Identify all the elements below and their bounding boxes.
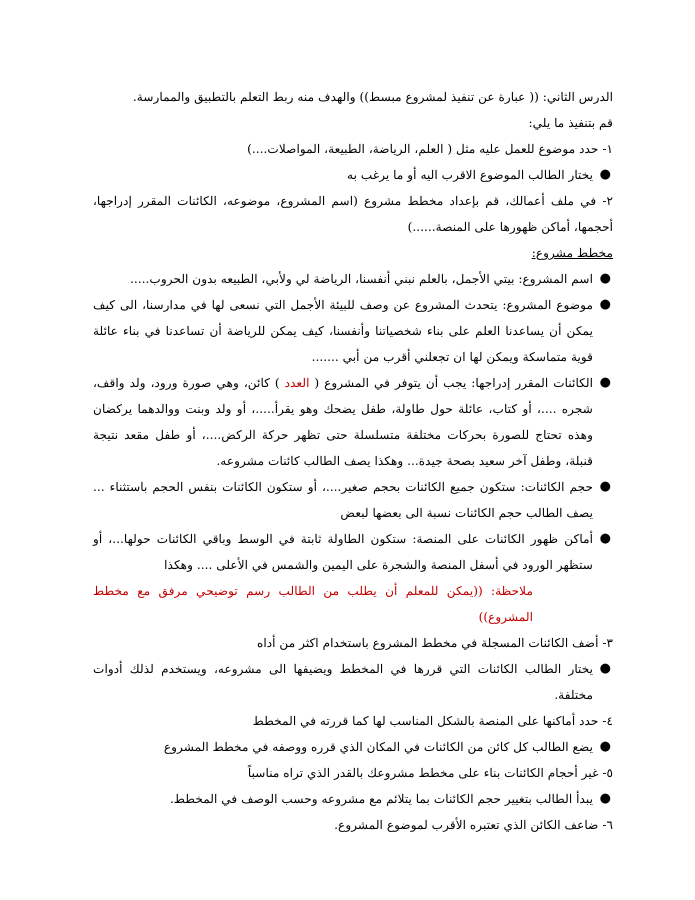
bullet-text: يبدأ الطالب بتغيير حجم الكائنات بما يتلائم مع مشروعه وحسب الوصف في المخطط. [169, 792, 593, 806]
do-following-label: قم بتنفيذ ما يلي: [528, 116, 613, 130]
step-2: ٢- في ملف أعمالك، قم بإعداد مخطط مشروع (اسم المشروع، موضوعه، الكائنات المقرر إدراجها، أحجمها، أماكن ظهورها على المنصة......) [93, 194, 613, 234]
step-4: ٤- حدد أماكنها على المنصة بالشكل المناسب لها كما قررته في المخطط [252, 714, 613, 728]
note-label: ملاحظة: [491, 584, 533, 598]
bullet-icon: ● [599, 531, 611, 546]
bullet-icon: ● [599, 739, 611, 754]
step-5-bullet [93, 786, 613, 812]
bullet-text: يضع الطالب كل كائن من الكائنات في المكان الذي قرره ووصفه في مخطط المشروع [163, 740, 593, 754]
step-3-bullet [93, 656, 613, 708]
bullet-icon: ● [599, 297, 611, 312]
bullet-text: اسم المشروع: بيتي الأجمل، بالعلم نبني أنفسنا، الرياضة لي ولأبي، الطبيعه بدون الحروب..... [130, 272, 593, 286]
plan-heading: مخطط مشروع: [531, 246, 613, 260]
step-1-bullet [93, 162, 613, 188]
plan-item-objects [93, 370, 613, 474]
lesson-page [93, 84, 613, 838]
step-5: ٥- غير أحجام الكائنات بناء على مخطط مشروعك بالقدر الذي تراه مناسباً [247, 766, 613, 780]
plan-item-places [93, 526, 613, 578]
bullet-text: الكائنات المقرر إدراجها: يجب أن يتوفر في المشروع ( [314, 376, 593, 390]
bullet-text: أماكن ظهور الكائنات على المنصة: ستكون الطاولة ثابتة في الوسط وباقي الكائنات حولها...، أو ستظهر الورود في أسفل المنصة والشجرة على اليمين والشمس في الأعلى .... وهكذا [93, 532, 593, 572]
bullet-text: موضوع المشروع: يتحدث المشروع عن وصف للبيئة الأجمل التي نسعى لها في مدارسنا، الى كيف يمكن أن يساعدنا العلم على بناء شخصياتنا وأنفسنا، كيف يمكن للرياضة أن تساعدنا في بناء عائلة قوية متماسكة ويمكن لها ان تجعلني أقرب من أبي ....... [93, 298, 593, 364]
note-text: ((يمكن للمعلم أن يطلب من الطالب رسم توضيحي مرفق مع مخطط المشروع)) [93, 584, 533, 624]
lesson-intro: الدرس الثاني: (( عبارة عن تنفيذ لمشروع مبسط)) والهدف منه ربط التعلم بالتطبيق والممارسة. [132, 90, 613, 104]
bullet-text: يختار الطالب الكائنات التي قررها في المخطط ويضيفها الى مشروعه، ويستخدم لذلك أدوات مختلفة. [93, 662, 593, 702]
teacher-note [93, 578, 613, 630]
highlight-count: العدد [279, 376, 315, 390]
step-6: ٦- ضاعف الكائن الذي تعتبره الأقرب لموضوع المشروع. [334, 818, 613, 832]
bullet-text: يختار الطالب الموضوع الاقرب اليه أو ما يرغب به [347, 168, 593, 182]
bullet-text: ) كائن، وهي صورة ورود، ولد واقف، شجره ....، أو كتاب، عائلة حول طاولة، طفل يضحك وهو يقرأ.....، أو ولد وبنت ووالدهما يركضان وهذه تحتاج للصورة بحركات مختلفة متسلسلة حتى تظهر حركة الركض....، أو طفل مقعد نتيجة قنبلة، وطفل آخر سعيد بصحة جيدة... وهكذا يصف الطالب كائنات مشروعه. [93, 376, 593, 468]
bullet-text: حجم الكائنات: ستكون جميع الكائنات بحجم صغير....، أو ستكون الكائنات بنفس الحجم باستثناء ... يصف الطالب حجم الكائنات نسبة الى بعضها لبعض [93, 480, 593, 520]
plan-item-size [93, 474, 613, 526]
bullet-icon: ● [599, 661, 611, 676]
bullet-icon: ● [599, 479, 611, 494]
bullet-icon: ● [599, 791, 611, 806]
plan-item-topic [93, 292, 613, 370]
bullet-icon: ● [599, 271, 611, 286]
step-1: ١- حدد موضوع للعمل عليه مثل ( العلم، الرياضة، الطبيعة، المواصلات....) [247, 142, 613, 156]
step-3: ٣- أضف الكائنات المسجلة في مخطط المشروع باستخدام اكثر من أداه [256, 636, 613, 650]
bullet-icon: ● [599, 167, 611, 182]
plan-item-name [93, 266, 613, 292]
step-4-bullet [93, 734, 613, 760]
bullet-icon: ● [599, 375, 611, 390]
